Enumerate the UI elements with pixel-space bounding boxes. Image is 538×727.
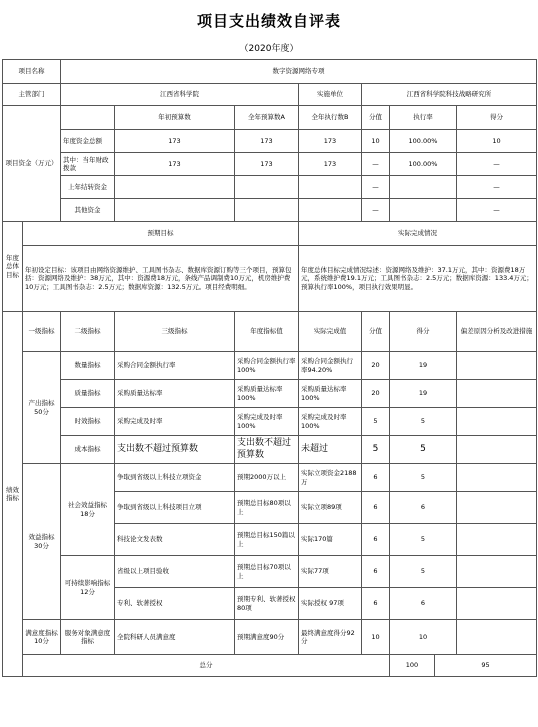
year-label: （2020年度） xyxy=(239,44,299,54)
funds-row-budget: 173 xyxy=(115,130,235,153)
score-header: 得分 xyxy=(390,312,457,352)
annual-budget-header: 全年预算数A xyxy=(235,106,299,130)
funds-row-executed xyxy=(299,199,362,222)
funds-row xyxy=(3,199,537,222)
score-cell: 10 xyxy=(390,620,457,655)
indicator-row xyxy=(3,352,537,380)
expected-goal-text: 年初设定目标：该项目由网络资源维护、工具图书杂志、数据库资源订购等三个项目，预算包括：资源网络及维护：38万元，其中：资源费18万元，条线产品调制费10万元，机房维护费10万元；工具图书杂志：2.5万元；数据库资源：132.5万元。项目经费明细。 xyxy=(23,246,299,312)
actual-cell: 采购完成及时率100% xyxy=(299,408,362,436)
score-value-header: 分值 xyxy=(362,106,390,130)
funds-row-executed xyxy=(299,176,362,199)
budget-header: 年初预算数 xyxy=(115,106,235,130)
score-cell: 6 xyxy=(390,492,457,524)
level2-cell: 社会效益指标 18分 xyxy=(61,464,115,556)
funds-row-annual: 173 xyxy=(235,130,299,153)
total-label: 总分 xyxy=(23,655,390,677)
funds-row-rate xyxy=(390,176,457,199)
level2-cell: 成本指标 xyxy=(61,436,115,464)
indicators-side-label: 绩效指标 xyxy=(3,312,23,677)
level3-cell: 支出数不超过预算数 xyxy=(115,436,235,464)
target-cell: 预期满意度90分 xyxy=(235,620,299,655)
indicator-row xyxy=(3,556,537,588)
funds-row-value: — xyxy=(362,199,390,222)
level2-cell: 数量指标 xyxy=(61,352,115,380)
project-name-value: 数字资源网络专项 xyxy=(61,60,537,84)
funds-row-name: 年度资金总额 xyxy=(61,130,115,153)
level2-cell: 时效指标 xyxy=(61,408,115,436)
department-row xyxy=(3,84,537,106)
goals-content-row xyxy=(3,246,537,312)
target-cell: 支出数不超过预算数 xyxy=(235,436,299,464)
funds-row-annual: 173 xyxy=(235,153,299,176)
total-value: 100 xyxy=(390,655,435,677)
value-cell: 5 xyxy=(362,408,390,436)
score-cell: 5 xyxy=(390,408,457,436)
reason-cell xyxy=(457,620,537,655)
total-score: 95 xyxy=(435,655,537,677)
funds-row-rate: 100.00% xyxy=(390,153,457,176)
level3-cell: 采购质量达标率 xyxy=(115,380,235,408)
score-cell: 5 xyxy=(390,524,457,556)
indicator-row xyxy=(3,464,537,492)
actual-cell: 采购质量达标率100% xyxy=(299,380,362,408)
target-header: 年度指标值 xyxy=(235,312,299,352)
executed-header: 全年执行数B xyxy=(299,106,362,130)
reason-cell xyxy=(457,464,537,492)
score-cell: 19 xyxy=(390,380,457,408)
level3-cell: 争取到省级以上科技项目立项 xyxy=(115,492,235,524)
funds-row-rate: 100.00% xyxy=(390,130,457,153)
level2-header: 二级指标 xyxy=(61,312,115,352)
funds-row-annual xyxy=(235,176,299,199)
value-cell: 6 xyxy=(362,524,390,556)
target-cell: 预期总目标150篇以上 xyxy=(235,524,299,556)
reason-cell xyxy=(457,436,537,464)
funds-row-score: — xyxy=(457,153,537,176)
funds-row-value: — xyxy=(362,176,390,199)
total-row xyxy=(3,655,537,677)
funds-row-score: — xyxy=(457,199,537,222)
funds-row xyxy=(3,130,537,153)
level3-cell: 省级以上项目验收 xyxy=(115,556,235,588)
funds-row-executed: 173 xyxy=(299,130,362,153)
reason-header: 偏差原因分析及改进措施 xyxy=(457,312,537,352)
level2-cell: 可持续影响指标 12分 xyxy=(61,556,115,620)
level3-cell: 全院科研人员满意度 xyxy=(115,620,235,655)
funds-row-executed: 173 xyxy=(299,153,362,176)
funds-row-score: — xyxy=(457,176,537,199)
actual-completion-text: 年度总体目标完成情况综述：资源网络及维护：37.1万元，其中：资源费18万元，系统维护费19.1万元；工具图书杂志：2.5万元；数据库资源：133.4万元；预算执行率100%，项目执行效果明显。 xyxy=(299,246,537,312)
actual-header: 实际完成值 xyxy=(299,312,362,352)
implementing-unit-value: 江西省科学院科技战略研究所 xyxy=(362,84,537,106)
level2-cell: 质量指标 xyxy=(61,380,115,408)
reason-cell xyxy=(457,524,537,556)
level3-header: 三级指标 xyxy=(115,312,235,352)
value-header: 分值 xyxy=(362,312,390,352)
indicator-header-row xyxy=(3,312,537,352)
actual-cell: 实际77项 xyxy=(299,556,362,588)
target-cell: 预期总目标70项以上 xyxy=(235,556,299,588)
score-cell: 6 xyxy=(390,588,457,620)
goals-label: 年度总体目标 xyxy=(3,222,23,312)
target-cell: 预期专利、软著授权80项 xyxy=(235,588,299,620)
actual-cell: 采购合同金额执行率94.20% xyxy=(299,352,362,380)
target-cell: 预期2000万以上 xyxy=(235,464,299,492)
level3-cell: 科技论文发表数 xyxy=(115,524,235,556)
target-cell: 采购质量达标率100% xyxy=(235,380,299,408)
funds-row xyxy=(3,176,537,199)
score-header: 得分 xyxy=(457,106,537,130)
expected-goal-header: 预期目标 xyxy=(23,222,299,246)
funds-row-annual xyxy=(235,199,299,222)
funds-row-rate xyxy=(390,199,457,222)
funds-row-name: 其他资金 xyxy=(61,199,115,222)
indicator-row xyxy=(3,380,537,408)
funds-blank-header xyxy=(61,106,115,130)
funds-row-value: 10 xyxy=(362,130,390,153)
funds-row-name: 上年结转资金 xyxy=(61,176,115,199)
funds-row xyxy=(3,153,537,176)
level1-benefit: 效益指标 30分 xyxy=(23,464,61,620)
rate-header: 执行率 xyxy=(390,106,457,130)
score-cell: 5 xyxy=(390,464,457,492)
department-value: 江西省科学院 xyxy=(61,84,299,106)
department-label: 主管部门 xyxy=(3,84,61,106)
reason-cell xyxy=(457,380,537,408)
target-cell: 采购合同金额执行率100% xyxy=(235,352,299,380)
implementing-unit-label: 实施单位 xyxy=(299,84,362,106)
score-cell: 5 xyxy=(390,556,457,588)
reason-cell xyxy=(457,408,537,436)
reason-cell xyxy=(457,556,537,588)
goals-header-row xyxy=(3,222,537,246)
level3-cell: 争取到省级以上科技立项资金 xyxy=(115,464,235,492)
value-cell: 6 xyxy=(362,464,390,492)
reason-cell xyxy=(457,588,537,620)
funds-row-score: 10 xyxy=(457,130,537,153)
evaluation-table xyxy=(2,59,537,677)
level1-header: 一级指标 xyxy=(23,312,61,352)
value-cell: 6 xyxy=(362,492,390,524)
project-name-row xyxy=(3,60,537,84)
level1-output: 产出指标 50分 xyxy=(23,352,61,464)
actual-cell: 实际立项资金2188万 xyxy=(299,464,362,492)
level3-cell: 采购合同金额执行率 xyxy=(115,352,235,380)
value-cell: 5 xyxy=(362,436,390,464)
value-cell: 6 xyxy=(362,588,390,620)
funds-row-budget xyxy=(115,176,235,199)
actual-cell: 实际授权 97项 xyxy=(299,588,362,620)
page-title: 项目支出绩效自评表 xyxy=(196,12,341,30)
target-cell: 预期总目标80项以上 xyxy=(235,492,299,524)
project-name-label: 项目名称 xyxy=(3,60,61,84)
level3-cell: 采购完成及时率 xyxy=(115,408,235,436)
target-cell: 采购完成及时率100% xyxy=(235,408,299,436)
funds-row-budget xyxy=(115,199,235,222)
level3-cell: 专利、软著授权 xyxy=(115,588,235,620)
reason-cell xyxy=(457,352,537,380)
reason-cell xyxy=(457,492,537,524)
indicator-row xyxy=(3,408,537,436)
actual-cell: 实际170篇 xyxy=(299,524,362,556)
value-cell: 20 xyxy=(362,380,390,408)
value-cell: 6 xyxy=(362,556,390,588)
actual-completion-header: 实际完成情况 xyxy=(299,222,537,246)
funds-header-row xyxy=(3,106,537,130)
score-cell: 19 xyxy=(390,352,457,380)
value-cell: 20 xyxy=(362,352,390,380)
actual-cell: 未超过 xyxy=(299,436,362,464)
funds-label: 项目资金（万元） xyxy=(3,106,61,222)
funds-row-budget: 173 xyxy=(115,153,235,176)
indicator-row xyxy=(3,436,537,464)
level2-cell: 服务对象满意度指标 xyxy=(61,620,115,655)
level1-satisfaction: 满意度指标 10分 xyxy=(23,620,61,655)
score-cell: 5 xyxy=(390,436,457,464)
actual-cell: 实际立项89项 xyxy=(299,492,362,524)
value-cell: 10 xyxy=(362,620,390,655)
indicator-row xyxy=(3,620,537,655)
actual-cell: 最终满意度得分92分 xyxy=(299,620,362,655)
funds-row-name: 其中：当年财政拨款 xyxy=(61,153,115,176)
funds-row-value: — xyxy=(362,153,390,176)
